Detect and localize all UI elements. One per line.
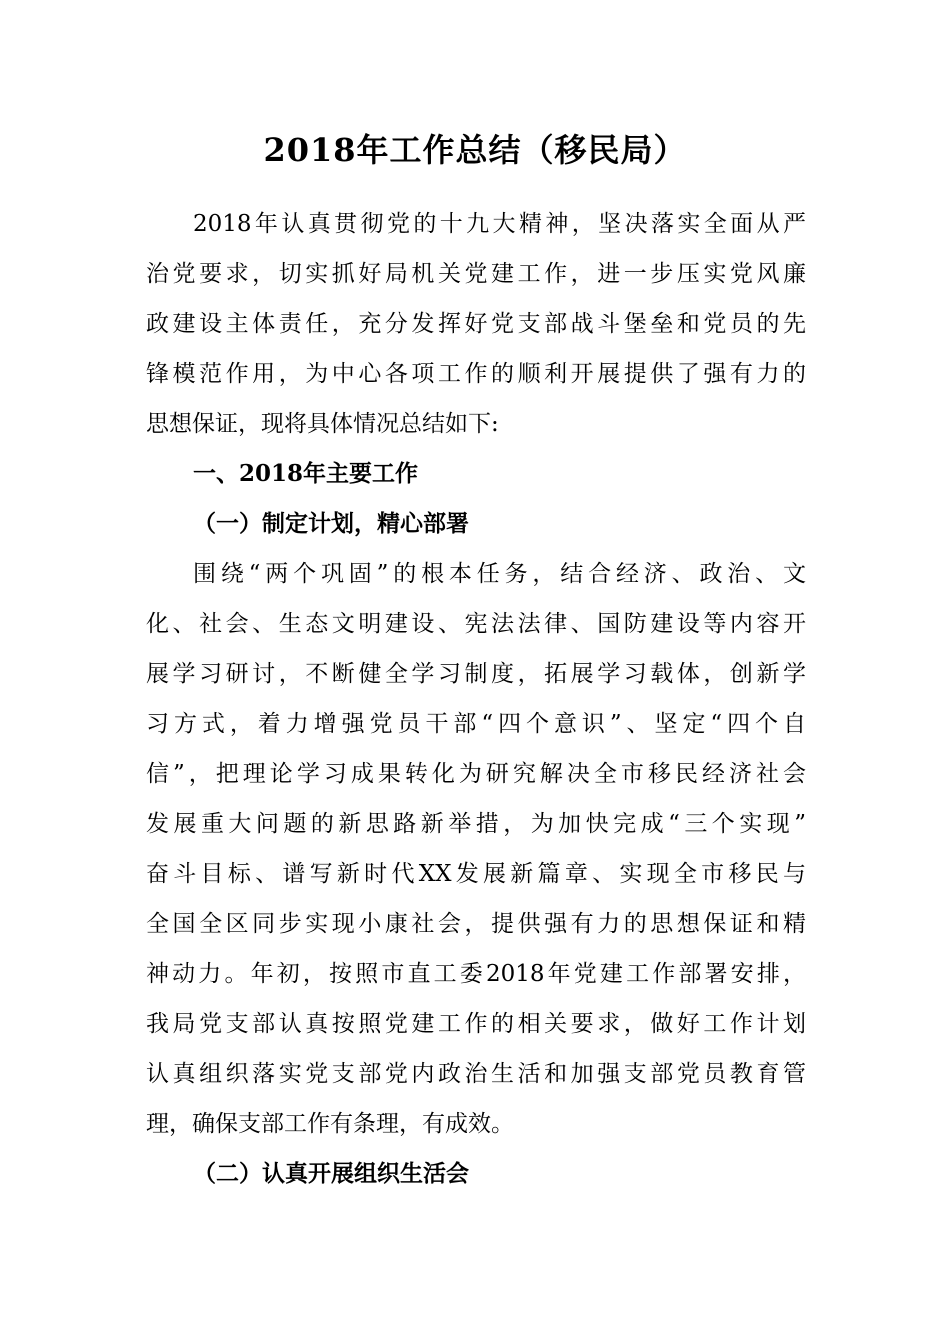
- subsection-heading-2: （二）认真开展组织生活会: [193, 1160, 469, 1187]
- intro-line-2: 治党要求，切实抓好局机关党建工作，进一步压实党风廉: [146, 261, 806, 287]
- body-line-12: 理，确保支部工作有条理，有成效。: [146, 1111, 514, 1137]
- intro-line-5: 思想保证，现将具体情况总结如下:: [146, 411, 499, 437]
- body-line-7: 奋斗目标、谱写新时代XX发展新篇章、实现全市移民与: [146, 861, 806, 887]
- body-line-9: 神动力。年初，按照市直工委2018年党建工作部署安排，: [146, 961, 806, 987]
- body-line-4: 习方式，着力增强党员干部“四个意识”、坚定“四个自: [146, 711, 806, 737]
- intro-line-4: 锋模范作用，为中心各项工作的顺利开展提供了强有力的: [146, 361, 806, 387]
- body-line-8: 全国全区同步实现小康社会，提供强有力的思想保证和精: [146, 911, 806, 937]
- body-line-2: 化、社会、生态文明建设、宪法法律、国防建设等内容开: [146, 611, 806, 637]
- body-line-3: 展学习研讨，不断健全学习制度，拓展学习载体，创新学: [146, 661, 806, 687]
- body-line-5: 信”，把理论学习成果转化为研究解决全市移民经济社会: [146, 761, 806, 787]
- body-line-6: 发展重大问题的新思路新举措，为加快完成“三个实现”: [146, 811, 806, 837]
- body-line-10: 我局党支部认真按照党建工作的相关要求，做好工作计划: [146, 1011, 806, 1037]
- subsection-heading-1: （一）制定计划，精心部署: [193, 510, 469, 537]
- body-line-1: 围绕“两个巩固”的根本任务，结合经济、政治、文: [193, 561, 806, 587]
- section-heading-1: 一、2018年主要工作: [193, 460, 419, 487]
- intro-line-3: 政建设主体责任，充分发挥好党支部战斗堡垒和党员的先: [146, 311, 806, 337]
- document-title: 2018年工作总结（移民局）: [263, 131, 687, 169]
- intro-line-1: 2018年认真贯彻党的十九大精神，坚决落实全面从严: [193, 211, 806, 237]
- body-line-11: 认真组织落实党支部党内政治生活和加强支部党员教育管: [146, 1061, 806, 1087]
